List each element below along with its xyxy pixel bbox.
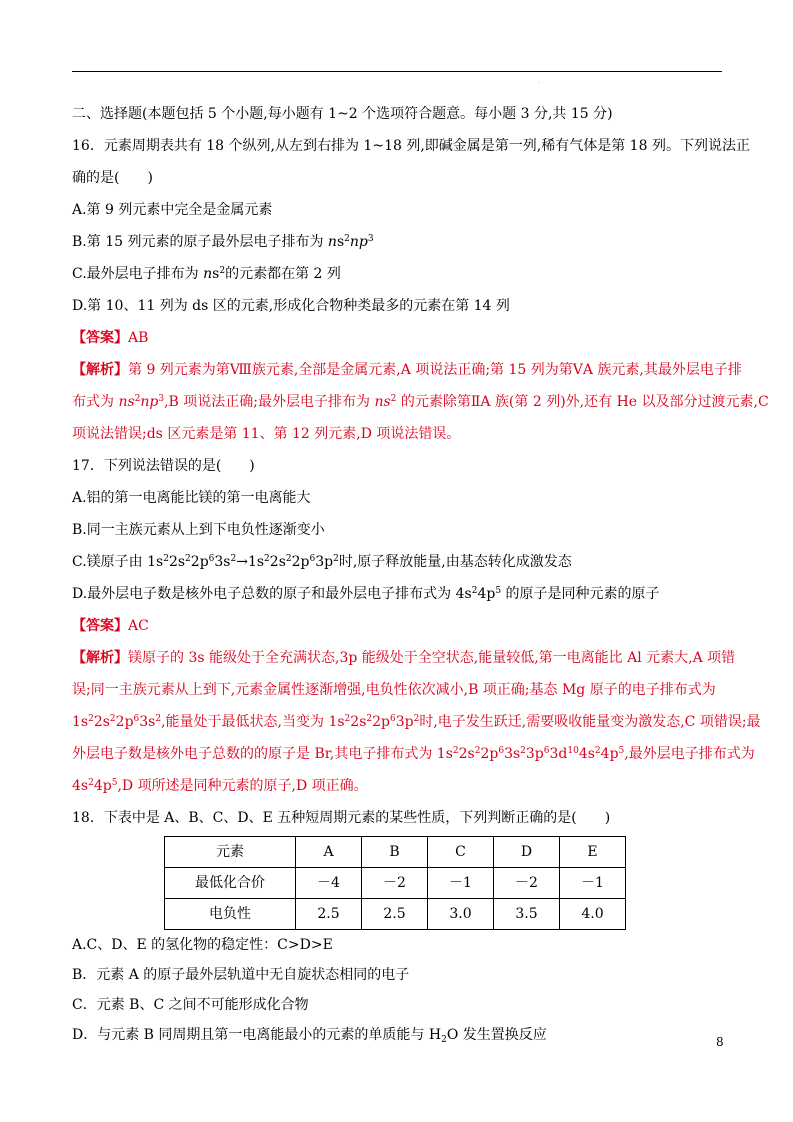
- q16-explanation-line2: 布式为 $ns^2np^3,B$ 项说法正确;最外层电子排布为 $ns^2$ 的元素除第ⅡA 族(第 2 列)外,还有 He 以及部分过渡元素,C: [72, 394, 769, 410]
- q17-answer: 【答案】AC: [72, 618, 149, 634]
- q17-option-a: A.铝的第一电离能比镁的第一电离能大: [72, 490, 311, 506]
- table-cell: A: [296, 837, 362, 868]
- q16-explanation-line3: 项说法错误;ds 区元素是第 11、第 12 列元素,D 项说法错误。: [72, 426, 461, 442]
- table-cell: 元素: [165, 837, 296, 868]
- q18-option-b: B．元素 A 的原子最外层轨道中无自旋状态相同的电子: [72, 967, 410, 983]
- q17-explanation-line4: 外层电子数是核外电子总数的的原子是 Br,其电子排布式为 $1s^22s^22p^63s^23p^63d^{10}4s^24p^5$,最外层电子排布式为: [72, 746, 755, 762]
- table-cell: －2: [362, 868, 428, 899]
- q17-explanation-line2: 误;同一主族元素从上到下,元素金属性逐渐增强,电负性依次减小,B 项正确;基态 Mg 原子的电子排布式为: [72, 682, 716, 698]
- table-cell: E: [560, 837, 626, 868]
- q18-properties-table: [164, 836, 626, 930]
- q18-option-d: D．与元素 B 同周期且第一电离能最小的元素的单质能与 $H_2O$ 发生置换反应: [72, 1027, 547, 1045]
- q18-option-a: A.C、D、E 的氢化物的稳定性：C>D>E: [72, 937, 333, 953]
- table-cell: －4: [296, 868, 362, 899]
- q17-option-c: C.镁原子由 $1s^22s^22p^63s^2\to 1s^22s^22p^63p^2$时,原子释放能量,由基态转化成激发态: [72, 554, 572, 570]
- table-cell: C: [428, 837, 494, 868]
- q17-option-d: D.最外层电子数是核外电子总数的原子和最外层电子排布式为 $4s^24p^5$ 的原子是同种元素的原子: [72, 586, 660, 602]
- table-cell: 2.5: [362, 899, 428, 930]
- table-cell: B: [362, 837, 428, 868]
- table-cell: 4.0: [560, 899, 626, 930]
- page-content: [72, 98, 769, 1050]
- q16-option-a: A.第 9 列元素中完全是金属元素: [72, 202, 273, 218]
- q17-explanation-line1: 【解析】镁原子的 3s 能级处于全充满状态,3p 能级处于全空状态,能量较低,第一电离能比 Al 元素大,A 项错: [72, 650, 736, 666]
- section-heading: 二、选择题(本题包括 5 个小题,每小题有 1~2 个选项符合题意。每小题 3 分,共 15 分): [72, 106, 613, 122]
- q17-explanation-line3: $1s^22s^22p^63s^2$,能量处于最低状态,当变为 $1s^22s^22p^63p^2$时,电子发生跃迁,需要吸收能量变为激发态,C 项错误;最: [72, 714, 761, 730]
- q16-option-d: D.第 10、11 列为 ds 区的元素,形成化合物种类最多的元素在第 14 列: [72, 298, 510, 314]
- q16-answer: 【答案】AB: [72, 330, 149, 346]
- q18-option-c: C．元素 B、C 之间不可能形成化合物: [72, 997, 309, 1013]
- q17-stem: 17．下列说法错误的是( ): [72, 458, 255, 474]
- table-header-row: [165, 837, 626, 868]
- table-row: [165, 868, 626, 899]
- q17-option-b: B.同一主族元素从上到下电负性逐渐变小: [72, 522, 325, 538]
- q16-stem-line2: 确的是( ): [72, 170, 153, 186]
- q18-stem: 18．下表中是 A、B、C、D、E 五种短周期元素的某些性质，下列判断正确的是( ): [72, 810, 611, 826]
- q16-stem-line1: 16．元素周期表共有 18 个纵列,从左到右排为 1~18 列,即碱金属是第一列,稀有气体是第 18 列。下列说法正: [72, 138, 750, 154]
- table-row: [165, 899, 626, 930]
- page-number: 8: [716, 1035, 724, 1049]
- header-mark: ·: [538, 80, 540, 87]
- table-cell: 2.5: [296, 899, 362, 930]
- q16-option-c: C.最外层电子排布为 $ns^2$的元素都在第 2 列: [72, 266, 341, 282]
- table-cell: －1: [428, 868, 494, 899]
- table-cell: 电负性: [165, 899, 296, 930]
- table-cell: 最低化合价: [165, 868, 296, 899]
- table-cell: －1: [560, 868, 626, 899]
- q16-option-b: B.第 15 列元素的原子最外层电子排布为 $ns^2np^3$: [72, 234, 374, 250]
- table-cell: －2: [494, 868, 560, 899]
- table-cell: D: [494, 837, 560, 868]
- header-rule: [72, 71, 722, 72]
- q17-explanation-line5: $4s^24p^5,D$ 项所述是同种元素的原子,D 项正确。: [72, 778, 368, 794]
- table-cell: 3.0: [428, 899, 494, 930]
- q16-explanation-line1: 【解析】第 9 列元素为第Ⅷ族元素,全部是金属元素,A 项说法正确;第 15 列为第ⅤA 族元素,其最外层电子排: [72, 362, 742, 378]
- table-cell: 3.5: [494, 899, 560, 930]
- q18-options: [72, 930, 724, 1050]
